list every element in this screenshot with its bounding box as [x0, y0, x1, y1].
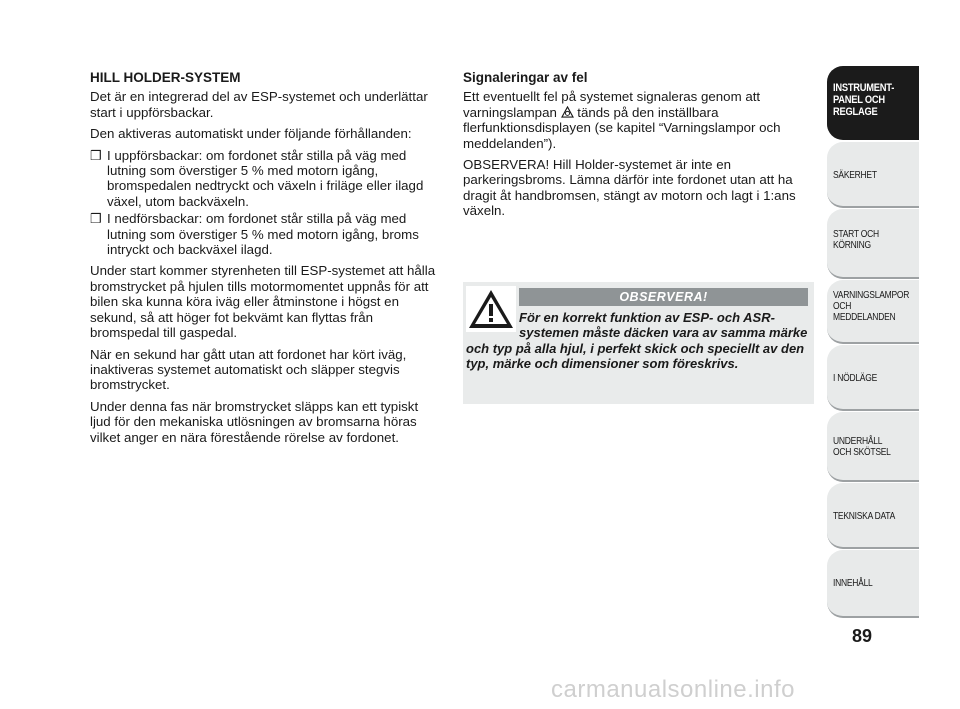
- tab-innehall[interactable]: [827, 550, 919, 618]
- warning-note-box: [463, 282, 814, 404]
- list-item-text: I uppförsbackar: om fordonet står stilla på väg med lutning som överstiger 5 % med motorn igång, bromspedalen nedtryckt och växeln i friläge eller ilagd växel, utom backväxeln.: [107, 147, 424, 209]
- tab-label: I NÖDLÄGE: [833, 373, 878, 384]
- watermark: carmanualsonline.info: [551, 676, 795, 703]
- list-item: [90, 148, 442, 210]
- note-text: För en korrekt funktion av ESP- och ASR-systemen måste däcken vara av samma märke och typ på alla hjul, i perfekt skick och speciellt av den typ, märke och dimensioner som föreskrivs.: [466, 310, 808, 372]
- list-item-text: I nedförsbackar: om fordonet står stilla på väg med lutning som överstiger 5 % med motorn igång, broms intryckt och backväxel ilagd.: [107, 211, 419, 258]
- left-column: [90, 70, 442, 451]
- tab-sakerhet[interactable]: [827, 142, 919, 208]
- paragraph: Under denna fas när bromstrycket släpps kan ett typiskt ljud för den mekaniska utlösningen av bromsarna höras vilket anger en nära förestående rörelse av fordonet.: [90, 398, 419, 445]
- section-heading-hill-holder: HILL HOLDER-SYSTEM: [90, 70, 241, 85]
- paragraph: Det är en integrerad del av ESP-systemet och underlättar start i uppförsbackar.: [90, 89, 428, 120]
- paragraph: OBSERVERA! Hill Holder-systemet är inte en parkeringsbroms. Lämna därför inte fordonet utan att ha dragit åt handbromsen, stängt av motorn och lagt i 1:ans växeln.: [463, 157, 796, 219]
- page-number: 89: [851, 626, 873, 646]
- tab-label: INNEHÅLL: [833, 578, 873, 589]
- tab-underhall[interactable]: [827, 412, 919, 482]
- condition-list: [90, 148, 442, 258]
- tab-varningslampor[interactable]: [827, 280, 919, 344]
- tab-i-nodlage[interactable]: [827, 345, 919, 411]
- checkbox-bullet-icon: ❒: [90, 147, 102, 163]
- tab-label: TEKNISKA DATA: [833, 511, 896, 522]
- paragraph: När en sekund har gått utan att fordonet har kört iväg, inaktiveras systemet automatiskt och släpper stegvis bromstrycket.: [90, 346, 407, 393]
- right-column: [463, 70, 815, 225]
- tab-label: START OCH KÖRNING: [833, 229, 879, 251]
- tab-tekniska-data[interactable]: [827, 483, 919, 549]
- section-heading-fault-signals: Signaleringar av fel: [463, 70, 588, 85]
- tab-label: VARNINGSLAMPOR OCH MEDDELANDEN: [833, 290, 910, 323]
- paragraph: Ett eventuellt fel på systemet signaleras genom att varningslampan tänds på den inställbara flerfunktionsdisplayen (se kapitel “Varningslampor och meddelanden”).: [463, 89, 781, 151]
- note-title: OBSERVERA!: [519, 288, 808, 306]
- tab-label: UNDERHÅLL OCH SKÖTSEL: [833, 436, 891, 458]
- tab-label: INSTRUMENT- PANEL OCH REGLAGE: [833, 82, 895, 118]
- paragraph: Den aktiveras automatiskt under följande förhållanden:: [90, 126, 412, 142]
- tab-label: SÄKERHET: [833, 170, 877, 181]
- paragraph: Under start kommer styrenheten till ESP-systemet att hålla bromstrycket på hjulen tills motormomentet uppnås för att bilen ska kunna köra iväg eller åtminstone i högst en sekund, så att höger fot bekvämt kan flyttas från bromspedal till gaspedal.: [90, 263, 436, 341]
- tab-start-och-korning[interactable]: [827, 209, 919, 279]
- checkbox-bullet-icon: ❒: [90, 211, 102, 227]
- note-text-container: [466, 310, 808, 372]
- tab-instrumentpanel[interactable]: [827, 66, 919, 140]
- hill-holder-warning-icon: [561, 106, 574, 118]
- list-item: [90, 211, 442, 257]
